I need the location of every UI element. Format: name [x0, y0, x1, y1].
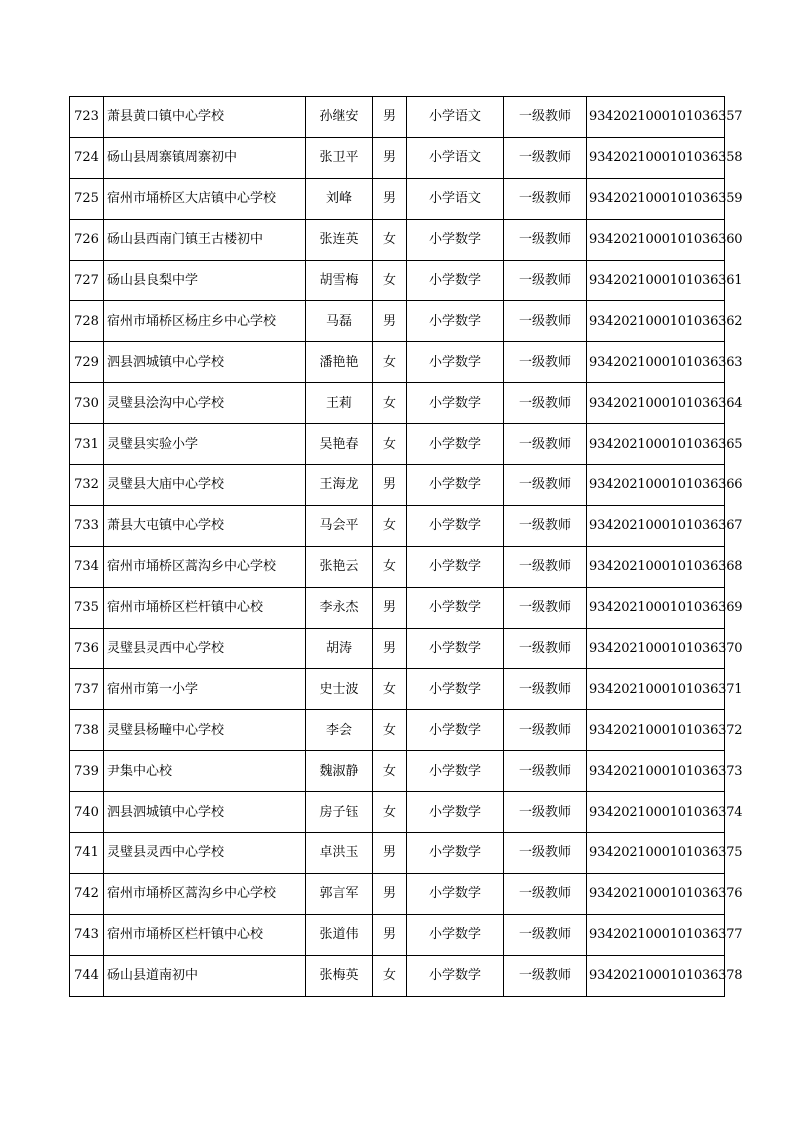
- teacher-name-cell: 王莉: [306, 383, 373, 424]
- subject-cell: 小学数学: [407, 465, 504, 506]
- table-row: [70, 465, 725, 506]
- table-row: [70, 342, 725, 383]
- certificate-number-cell: 9342021000101036377: [587, 914, 725, 955]
- row-number-cell: 736: [70, 628, 104, 669]
- school-name-cell: 砀山县西南门镇王古楼初中: [104, 219, 306, 260]
- table-row: [70, 260, 725, 301]
- gender-cell: 男: [373, 301, 407, 342]
- teacher-name-cell: 潘艳艳: [306, 342, 373, 383]
- certificate-number-cell: 9342021000101036362: [587, 301, 725, 342]
- professional-title-cell: 一级教师: [504, 669, 587, 710]
- subject-cell: 小学数学: [407, 628, 504, 669]
- teacher-name-cell: 孙继安: [306, 97, 373, 138]
- certificate-number-cell: 9342021000101036359: [587, 178, 725, 219]
- professional-title-cell: 一级教师: [504, 260, 587, 301]
- school-name-cell: 宿州市埇桥区杨庄乡中心学校: [104, 301, 306, 342]
- school-name-cell: 萧县黄口镇中心学校: [104, 97, 306, 138]
- teacher-name-cell: 张卫平: [306, 137, 373, 178]
- school-name-cell: 宿州市埇桥区蒿沟乡中心学校: [104, 546, 306, 587]
- gender-cell: 女: [373, 792, 407, 833]
- row-number-cell: 728: [70, 301, 104, 342]
- table-row: [70, 710, 725, 751]
- table-row: [70, 178, 725, 219]
- row-number-cell: 738: [70, 710, 104, 751]
- certificate-number-cell: 9342021000101036366: [587, 465, 725, 506]
- certificate-number-cell: 9342021000101036376: [587, 873, 725, 914]
- professional-title-cell: 一级教师: [504, 914, 587, 955]
- row-number-cell: 742: [70, 873, 104, 914]
- subject-cell: 小学数学: [407, 587, 504, 628]
- school-name-cell: 砀山县道南初中: [104, 955, 306, 996]
- professional-title-cell: 一级教师: [504, 955, 587, 996]
- school-name-cell: 宿州市第一小学: [104, 669, 306, 710]
- professional-title-cell: 一级教师: [504, 628, 587, 669]
- certificate-number-cell: 9342021000101036363: [587, 342, 725, 383]
- gender-cell: 男: [373, 587, 407, 628]
- professional-title-cell: 一级教师: [504, 342, 587, 383]
- subject-cell: 小学数学: [407, 260, 504, 301]
- certificate-number-cell: 9342021000101036358: [587, 137, 725, 178]
- school-name-cell: 灵璧县灵西中心学校: [104, 628, 306, 669]
- table-row: [70, 587, 725, 628]
- certificate-number-cell: 9342021000101036367: [587, 505, 725, 546]
- certificate-number-cell: 9342021000101036360: [587, 219, 725, 260]
- professional-title-cell: 一级教师: [504, 873, 587, 914]
- row-number-cell: 726: [70, 219, 104, 260]
- school-name-cell: 砀山县良梨中学: [104, 260, 306, 301]
- teacher-name-cell: 李永杰: [306, 587, 373, 628]
- school-name-cell: 宿州市埇桥区大店镇中心学校: [104, 178, 306, 219]
- table-row: [70, 505, 725, 546]
- professional-title-cell: 一级教师: [504, 505, 587, 546]
- subject-cell: 小学数学: [407, 505, 504, 546]
- certificate-number-cell: 9342021000101036375: [587, 833, 725, 874]
- gender-cell: 男: [373, 873, 407, 914]
- table-row: [70, 301, 725, 342]
- professional-title-cell: 一级教师: [504, 587, 587, 628]
- row-number-cell: 725: [70, 178, 104, 219]
- teacher-name-cell: 张连英: [306, 219, 373, 260]
- teacher-name-cell: 马会平: [306, 505, 373, 546]
- subject-cell: 小学数学: [407, 383, 504, 424]
- subject-cell: 小学数学: [407, 955, 504, 996]
- teacher-name-cell: 马磊: [306, 301, 373, 342]
- row-number-cell: 729: [70, 342, 104, 383]
- certificate-number-cell: 9342021000101036357: [587, 97, 725, 138]
- gender-cell: 男: [373, 97, 407, 138]
- table-row: [70, 424, 725, 465]
- row-number-cell: 723: [70, 97, 104, 138]
- certificate-number-cell: 9342021000101036378: [587, 955, 725, 996]
- school-name-cell: 宿州市埇桥区蒿沟乡中心学校: [104, 873, 306, 914]
- table-row: [70, 546, 725, 587]
- row-number-cell: 743: [70, 914, 104, 955]
- gender-cell: 女: [373, 955, 407, 996]
- gender-cell: 女: [373, 342, 407, 383]
- certificate-number-cell: 9342021000101036373: [587, 751, 725, 792]
- subject-cell: 小学数学: [407, 792, 504, 833]
- row-number-cell: 735: [70, 587, 104, 628]
- row-number-cell: 737: [70, 669, 104, 710]
- gender-cell: 男: [373, 833, 407, 874]
- gender-cell: 女: [373, 383, 407, 424]
- subject-cell: 小学语文: [407, 178, 504, 219]
- table-row: [70, 137, 725, 178]
- school-name-cell: 萧县大屯镇中心学校: [104, 505, 306, 546]
- gender-cell: 男: [373, 137, 407, 178]
- professional-title-cell: 一级教师: [504, 137, 587, 178]
- table-row: [70, 628, 725, 669]
- row-number-cell: 727: [70, 260, 104, 301]
- school-name-cell: 尹集中心校: [104, 751, 306, 792]
- row-number-cell: 741: [70, 833, 104, 874]
- teacher-name-cell: 史士波: [306, 669, 373, 710]
- certificate-number-cell: 9342021000101036369: [587, 587, 725, 628]
- teacher-name-cell: 胡雪梅: [306, 260, 373, 301]
- table-row: [70, 873, 725, 914]
- certificate-number-cell: 9342021000101036374: [587, 792, 725, 833]
- row-number-cell: 733: [70, 505, 104, 546]
- subject-cell: 小学数学: [407, 833, 504, 874]
- table-row: [70, 97, 725, 138]
- row-number-cell: 730: [70, 383, 104, 424]
- professional-title-cell: 一级教师: [504, 751, 587, 792]
- gender-cell: 男: [373, 178, 407, 219]
- gender-cell: 女: [373, 546, 407, 587]
- table-row: [70, 833, 725, 874]
- gender-cell: 男: [373, 628, 407, 669]
- roster-body: [70, 97, 743, 997]
- subject-cell: 小学数学: [407, 669, 504, 710]
- gender-cell: 男: [373, 465, 407, 506]
- school-name-cell: 灵璧县灵西中心学校: [104, 833, 306, 874]
- professional-title-cell: 一级教师: [504, 219, 587, 260]
- professional-title-cell: 一级教师: [504, 546, 587, 587]
- subject-cell: 小学数学: [407, 873, 504, 914]
- teacher-name-cell: 房子钰: [306, 792, 373, 833]
- professional-title-cell: 一级教师: [504, 301, 587, 342]
- certificate-number-cell: 9342021000101036365: [587, 424, 725, 465]
- gender-cell: 女: [373, 260, 407, 301]
- professional-title-cell: 一级教师: [504, 465, 587, 506]
- certificate-number-cell: 9342021000101036361: [587, 260, 725, 301]
- row-number-cell: 731: [70, 424, 104, 465]
- school-name-cell: 灵璧县杨疃中心学校: [104, 710, 306, 751]
- teacher-name-cell: 刘峰: [306, 178, 373, 219]
- table-row: [70, 914, 725, 955]
- row-number-cell: 744: [70, 955, 104, 996]
- gender-cell: 女: [373, 669, 407, 710]
- professional-title-cell: 一级教师: [504, 178, 587, 219]
- subject-cell: 小学数学: [407, 342, 504, 383]
- school-name-cell: 宿州市埇桥区栏杆镇中心校: [104, 914, 306, 955]
- professional-title-cell: 一级教师: [504, 383, 587, 424]
- professional-title-cell: 一级教师: [504, 833, 587, 874]
- subject-cell: 小学数学: [407, 301, 504, 342]
- certificate-number-cell: 9342021000101036372: [587, 710, 725, 751]
- subject-cell: 小学数学: [407, 914, 504, 955]
- professional-title-cell: 一级教师: [504, 710, 587, 751]
- gender-cell: 女: [373, 751, 407, 792]
- teacher-roster-table: [69, 96, 743, 997]
- subject-cell: 小学语文: [407, 97, 504, 138]
- row-number-cell: 734: [70, 546, 104, 587]
- professional-title-cell: 一级教师: [504, 424, 587, 465]
- professional-title-cell: 一级教师: [504, 792, 587, 833]
- school-name-cell: 灵璧县大庙中心学校: [104, 465, 306, 506]
- gender-cell: 女: [373, 505, 407, 546]
- teacher-name-cell: 郭言军: [306, 873, 373, 914]
- subject-cell: 小学数学: [407, 710, 504, 751]
- row-number-cell: 740: [70, 792, 104, 833]
- subject-cell: 小学语文: [407, 137, 504, 178]
- table-row: [70, 669, 725, 710]
- professional-title-cell: 一级教师: [504, 97, 587, 138]
- school-name-cell: 砀山县周寨镇周寨初中: [104, 137, 306, 178]
- table-row: [70, 219, 725, 260]
- table-row: [70, 383, 725, 424]
- school-name-cell: 灵璧县浍沟中心学校: [104, 383, 306, 424]
- teacher-name-cell: 胡涛: [306, 628, 373, 669]
- teacher-name-cell: 王海龙: [306, 465, 373, 506]
- table-row: [70, 955, 725, 996]
- row-number-cell: 732: [70, 465, 104, 506]
- school-name-cell: 宿州市埇桥区栏杆镇中心校: [104, 587, 306, 628]
- subject-cell: 小学数学: [407, 219, 504, 260]
- row-number-cell: 739: [70, 751, 104, 792]
- certificate-number-cell: 9342021000101036370: [587, 628, 725, 669]
- certificate-number-cell: 9342021000101036371: [587, 669, 725, 710]
- table-row: [70, 751, 725, 792]
- gender-cell: 女: [373, 424, 407, 465]
- gender-cell: 女: [373, 710, 407, 751]
- subject-cell: 小学数学: [407, 751, 504, 792]
- teacher-name-cell: 魏淑静: [306, 751, 373, 792]
- school-name-cell: 泗县泗城镇中心学校: [104, 342, 306, 383]
- school-name-cell: 灵璧县实验小学: [104, 424, 306, 465]
- subject-cell: 小学数学: [407, 424, 504, 465]
- teacher-name-cell: 张梅英: [306, 955, 373, 996]
- table-row: [70, 792, 725, 833]
- gender-cell: 女: [373, 219, 407, 260]
- gender-cell: 男: [373, 914, 407, 955]
- school-name-cell: 泗县泗城镇中心学校: [104, 792, 306, 833]
- certificate-number-cell: 9342021000101036364: [587, 383, 725, 424]
- teacher-name-cell: 李会: [306, 710, 373, 751]
- teacher-name-cell: 张道伟: [306, 914, 373, 955]
- certificate-number-cell: 9342021000101036368: [587, 546, 725, 587]
- teacher-name-cell: 张艳云: [306, 546, 373, 587]
- row-number-cell: 724: [70, 137, 104, 178]
- teacher-name-cell: 卓洪玉: [306, 833, 373, 874]
- teacher-name-cell: 吴艳春: [306, 424, 373, 465]
- subject-cell: 小学数学: [407, 546, 504, 587]
